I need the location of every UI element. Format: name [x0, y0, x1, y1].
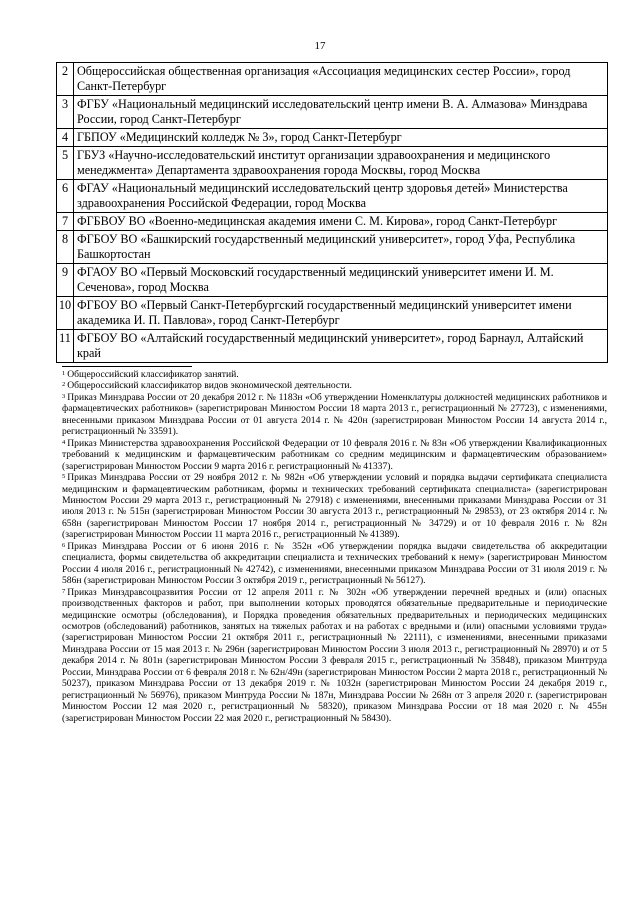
- footnote: [62, 392, 607, 438]
- footnote: [62, 472, 607, 541]
- row-number: 4: [57, 129, 74, 147]
- row-number: 9: [57, 264, 74, 297]
- footnote-divider: [62, 366, 192, 367]
- row-number: 10: [57, 297, 74, 330]
- row-number: 11: [57, 330, 74, 363]
- organizations-table: [56, 62, 608, 363]
- footnote: [62, 438, 607, 472]
- table-row: [57, 213, 608, 231]
- row-number: 5: [57, 147, 74, 180]
- organization-name: ФГАОУ ВО «Первый Московский государственный медицинский университет имени И. М. Сеченова», город Москва: [74, 264, 608, 297]
- footnote-text: Общероссийский классификатор видов экономической деятельности.: [67, 380, 352, 392]
- footnote: [62, 541, 607, 587]
- table-row: [57, 180, 608, 213]
- footnote-mark: 5: [62, 473, 66, 481]
- row-number: 7: [57, 213, 74, 231]
- footnote-text: Приказ Минздрава России от 29 ноября 2012 г. № 982н «Об утверждении условий и порядка выдачи сертификата специалиста медицинским и фармацевтическим работникам, формы и технических требований сертификата специалиста» (зарегистрирован Минюстом России 29 марта 2013 г., регистрационный № 27918) с изменениями, внесенными приказами Минздрава России от 31 июля 2013 г. № 515н (зарегистрирован Минюстом России 30 августа 2013 г., регистрационный № 29853), от 23 октября 2014 г. № 658н (зарегистрирован Минюстом России 17 ноября 2014 г., регистрационный № 34729) и от 10 февраля 2016 г. № 82н (зарегистрирован Минюстом России 11 марта 2016 г., регистрационный № 41389).: [62, 472, 607, 541]
- footnote-mark: 2: [62, 381, 66, 389]
- table-row: [57, 231, 608, 264]
- footnote-mark: 6: [62, 541, 66, 549]
- footnote: [62, 369, 607, 380]
- footnote-text: Приказ Минздравсоцразвития России от 12 апреля 2011 г. № 302н «Об утверждении перечней вредных и (или) опасных производственных факторов и работ, при выполнении которых проводятся обязательные предварительные и периодические медицинские осмотры (обследования), и Порядка проведения обязательных предварительных и периодических медицинских осмотров (обследований) работников, занятых на тяжелых работах и на работах с вредными и (или) опасными условиями труда» (зарегистрирован Минюстом России 21 октября 2011 г., регистрационный № 22111), с изменениями, внесенными приказами Минздрава России от 15 мая 2013 г. № 296н (зарегистрирован Минюстом России 3 июля 2013 г., регистрационный № 28970) и от 5 декабря 2014 г. № 801н (зарегистрирован Минюстом России 3 февраля 2015 г., регистрационный № 35848), приказом Минтруда России, Минздрава России от 6 февраля 2018 г. № 62н/49н (зарегистрирован Минюстом России 2 марта 2018 г., регистрационный № 50237), приказом Минздрава России от 13 декабря 2019 г. № 1032н (зарегистрирован Минюстом России 24 декабря 2019 г., регистрационный № 56976), приказом Минтруда России № 187н, Минздрава России № 268н от 3 апреля 2020 г. (зарегистрирован Минюстом России 12 мая 2020 г., регистрационный № 58320), приказом Минздрава России от 18 мая 2020 г. № 455н (зарегистрирован Минюстом России 22 мая 2020 г., регистрационный № 58430).: [62, 586, 607, 724]
- table-row: [57, 96, 608, 129]
- footnote-text: Приказ Минздрава России от 6 июня 2016 г. № 352н «Об утверждении порядка выдачи свидетельства об аккредитации специалиста, формы свидетельства об аккредитации специалиста и технических требований к нему» (зарегистрирован Минюстом России 4 июля 2016 г., регистрационный № 42742), с изменениями, внесенными приказом Минздрава России от 31 июля 2019 г. № 586н (зарегистрирован Минюстом России 3 октября 2019 г., регистрационный № 56127).: [62, 540, 607, 587]
- organization-name: ГБПОУ «Медицинский колледж № 3», город Санкт-Петербург: [74, 129, 608, 147]
- footnote: [62, 587, 607, 724]
- table-row: [57, 147, 608, 180]
- table-row: [57, 330, 608, 363]
- row-number: 3: [57, 96, 74, 129]
- organization-name: ГБУЗ «Научно-исследовательский институт организации здравоохранения и медицинского менеджмента» Департамента здравоохранения города Москвы, город Москва: [74, 147, 608, 180]
- footnote-text: Приказ Минздрава России от 20 декабря 2012 г. № 1183н «Об утверждении Номенклатуры должностей медицинских работников и фармацевтических работников» (зарегистрирован Минюстом России 18 марта 2013 г., регистрационный № 27723), с изменениями, внесенными приказом Минздрава России от 01 августа 2014 г. № 420н (зарегистрирован Минюстом России 14 августа 2014 г., регистрационный № 33591).: [62, 391, 607, 438]
- footnote-mark: 7: [62, 587, 66, 595]
- organization-name: ФГБОУ ВО «Башкирский государственный медицинский университет», город Уфа, Республика Башкортостан: [74, 231, 608, 264]
- footnote-mark: 1: [62, 370, 66, 377]
- table-row: [57, 264, 608, 297]
- row-number: 6: [57, 180, 74, 213]
- organization-name: ФГБВОУ ВО «Военно-медицинская академия имени С. М. Кирова», город Санкт-Петербург: [74, 213, 608, 231]
- organization-name: ФГБУ «Национальный медицинский исследовательский центр имени В. А. Алмазова» Минздрава России, город Санкт-Петербург: [74, 96, 608, 129]
- table-row: [57, 63, 608, 96]
- table-row: [57, 129, 608, 147]
- table-row: [57, 297, 608, 330]
- organization-name: ФГАУ «Национальный медицинский исследовательский центр здоровья детей» Министерства здравоохранения Российской Федерации, город Москва: [74, 180, 608, 213]
- row-number: 2: [57, 63, 74, 96]
- organization-name: ФГБОУ ВО «Первый Санкт-Петербургский государственный медицинский университет имени академика И. П. Павлова», город Санкт-Петербург: [74, 297, 608, 330]
- footnote-mark: 3: [62, 392, 66, 400]
- organization-name: Общероссийская общественная организация «Ассоциация медицинских сестер России», город Санкт-Петербург: [74, 63, 608, 96]
- footnote-text: Общероссийский классификатор занятий.: [67, 369, 239, 380]
- row-number: 8: [57, 231, 74, 264]
- footnote-text: Приказ Министерства здравоохранения Российской Федерации от 10 февраля 2016 г. № 83н «Об утверждении Квалификационных требований к медицинским и фармацевтическим работникам со средним медицинским и фармацевтическим образованием» (зарегистрирован Минюстом России 9 марта 2016 г. регистрационный № 41337).: [62, 437, 607, 472]
- footnotes: [62, 369, 607, 724]
- organization-name: ФГБОУ ВО «Алтайский государственный медицинский университет», город Барнаул, Алтайский край: [74, 330, 608, 363]
- page-number: 17: [314, 40, 326, 52]
- footnote: [62, 380, 607, 391]
- footnote-mark: 4: [62, 438, 66, 446]
